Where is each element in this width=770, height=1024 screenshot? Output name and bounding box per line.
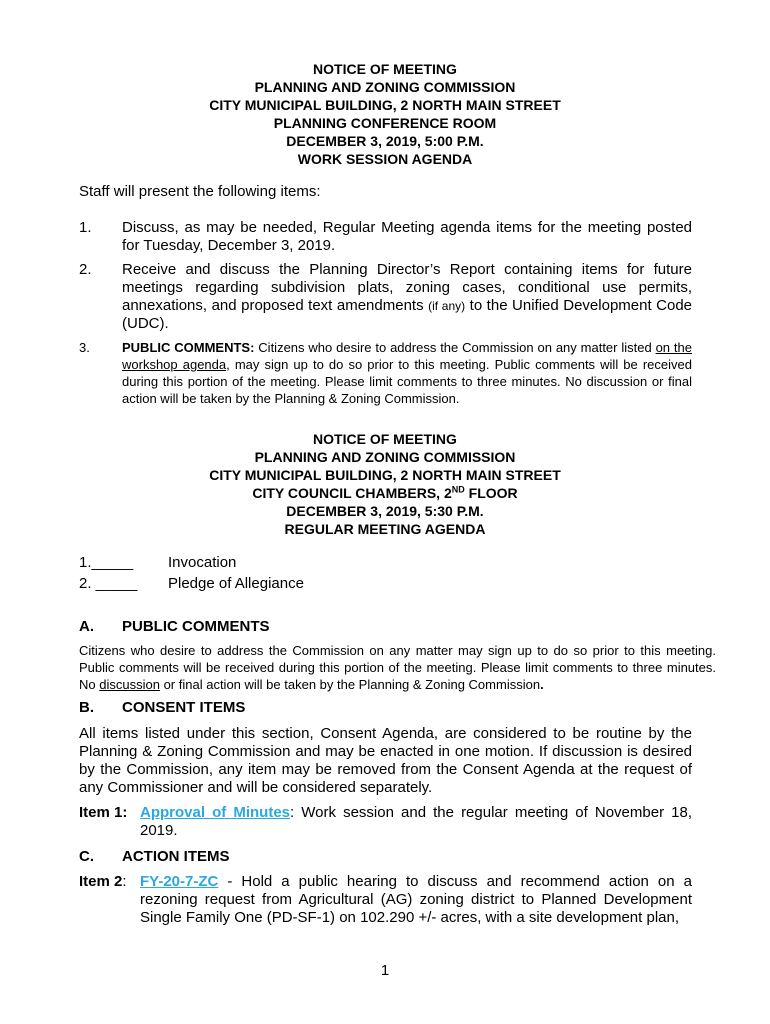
header-agenda-type: WORK SESSION AGENDA: [297, 151, 473, 167]
header-agenda-type: REGULAR MEETING AGENDA: [284, 521, 486, 537]
regular-meeting-header: [0, 430, 770, 538]
pledge-label: Pledge of Allegiance: [168, 575, 304, 592]
header-commission: PLANNING AND ZONING COMMISSION: [254, 449, 516, 465]
item-number: 2.: [79, 261, 92, 278]
section-a-title: PUBLIC COMMENTS: [122, 618, 270, 635]
item-number: 3.: [79, 340, 90, 355]
intro-text: Staff will present the following items:: [79, 183, 321, 200]
header-datetime: DECEMBER 3, 2019, 5:30 P.M.: [286, 503, 484, 519]
section-b-text: All items listed under this section, Consent Agenda, are considered to be routine by the Planning & Zoning Commission and may be enacted in one motion. If discussion is desired by the Commission, any item may be removed from the Consent Agenda at the request of any Commissioner and will be considered separately.: [79, 725, 692, 796]
work-item-1-text: Discuss, as may be needed, Regular Meeting agenda items for the meeting posted for Tuesday, December 3, 2019.: [122, 219, 692, 254]
opening-number: 1._____: [79, 554, 134, 571]
item-1-label: Item 1:: [79, 804, 128, 821]
work-item-3-text: PUBLIC COMMENTS: Citizens who desire to address the Commission on any matter listed on the workshop agenda, may sign up to do so prior to this meeting. Public comments will be received during this portion of the meeting. Please limit comments to three minutes. No discussion or final action will be taken by the Planning & Zoning Commission.: [122, 340, 692, 406]
header-title: NOTICE OF MEETING: [313, 431, 457, 447]
opening-number: 2. _____: [79, 575, 138, 592]
section-letter: A.: [79, 618, 94, 635]
header-commission: PLANNING AND ZONING COMMISSION: [254, 79, 516, 95]
header-datetime: DECEMBER 3, 2019, 5:00 P.M.: [286, 133, 484, 149]
header-room: PLANNING CONFERENCE ROOM: [273, 115, 497, 131]
fy-20-7-zc-link[interactable]: FY-20-7-ZC: [140, 873, 219, 890]
header-building: CITY MUNICIPAL BUILDING, 2 NORTH MAIN STREET: [209, 97, 561, 113]
approval-of-minutes-link[interactable]: Approval of Minutes: [140, 804, 291, 821]
header-room: CITY COUNCIL CHAMBERS, 2ND FLOOR: [252, 484, 518, 501]
page-number: 1: [380, 962, 390, 979]
item-2-text: FY-20-7-ZC - Hold a public hearing to discuss and recommend action on a rezoning request from Agricultural (AG) zoning district to Planned Development Single Family One (PD-SF-1) on 102.290 +/- acres, with a site development plan,: [140, 873, 692, 926]
section-letter: C.: [79, 848, 94, 865]
section-letter: B.: [79, 699, 94, 716]
invocation-label: Invocation: [168, 554, 237, 571]
item-number: 1.: [79, 219, 92, 236]
item-2-label: Item 2:: [79, 873, 127, 890]
header-title: NOTICE OF MEETING: [313, 61, 457, 77]
section-c-title: ACTION ITEMS: [122, 848, 230, 865]
work-item-2-text: Receive and discuss the Planning Director’s Report containing items for future meetings regarding subdivision plats, zoning cases, conditional use permits, annexations, and proposed text amendments (if any) to the Unified Development Code (UDC).: [122, 261, 693, 332]
header-building: CITY MUNICIPAL BUILDING, 2 NORTH MAIN STREET: [209, 467, 561, 483]
section-a-text: Citizens who desire to address the Commission on any matter may sign up to do so prior to this meeting. Public comments will be received during this portion of the meeting. Please limit comments to three minutes. No discussion or final action will be taken by the Planning & Zoning Commission.: [79, 643, 716, 692]
item-1-text: Approval of Minutes: Work session and the regular meeting of November 18, 2019.: [140, 804, 693, 839]
work-session-header: [0, 60, 770, 168]
section-b-title: CONSENT ITEMS: [122, 699, 246, 716]
